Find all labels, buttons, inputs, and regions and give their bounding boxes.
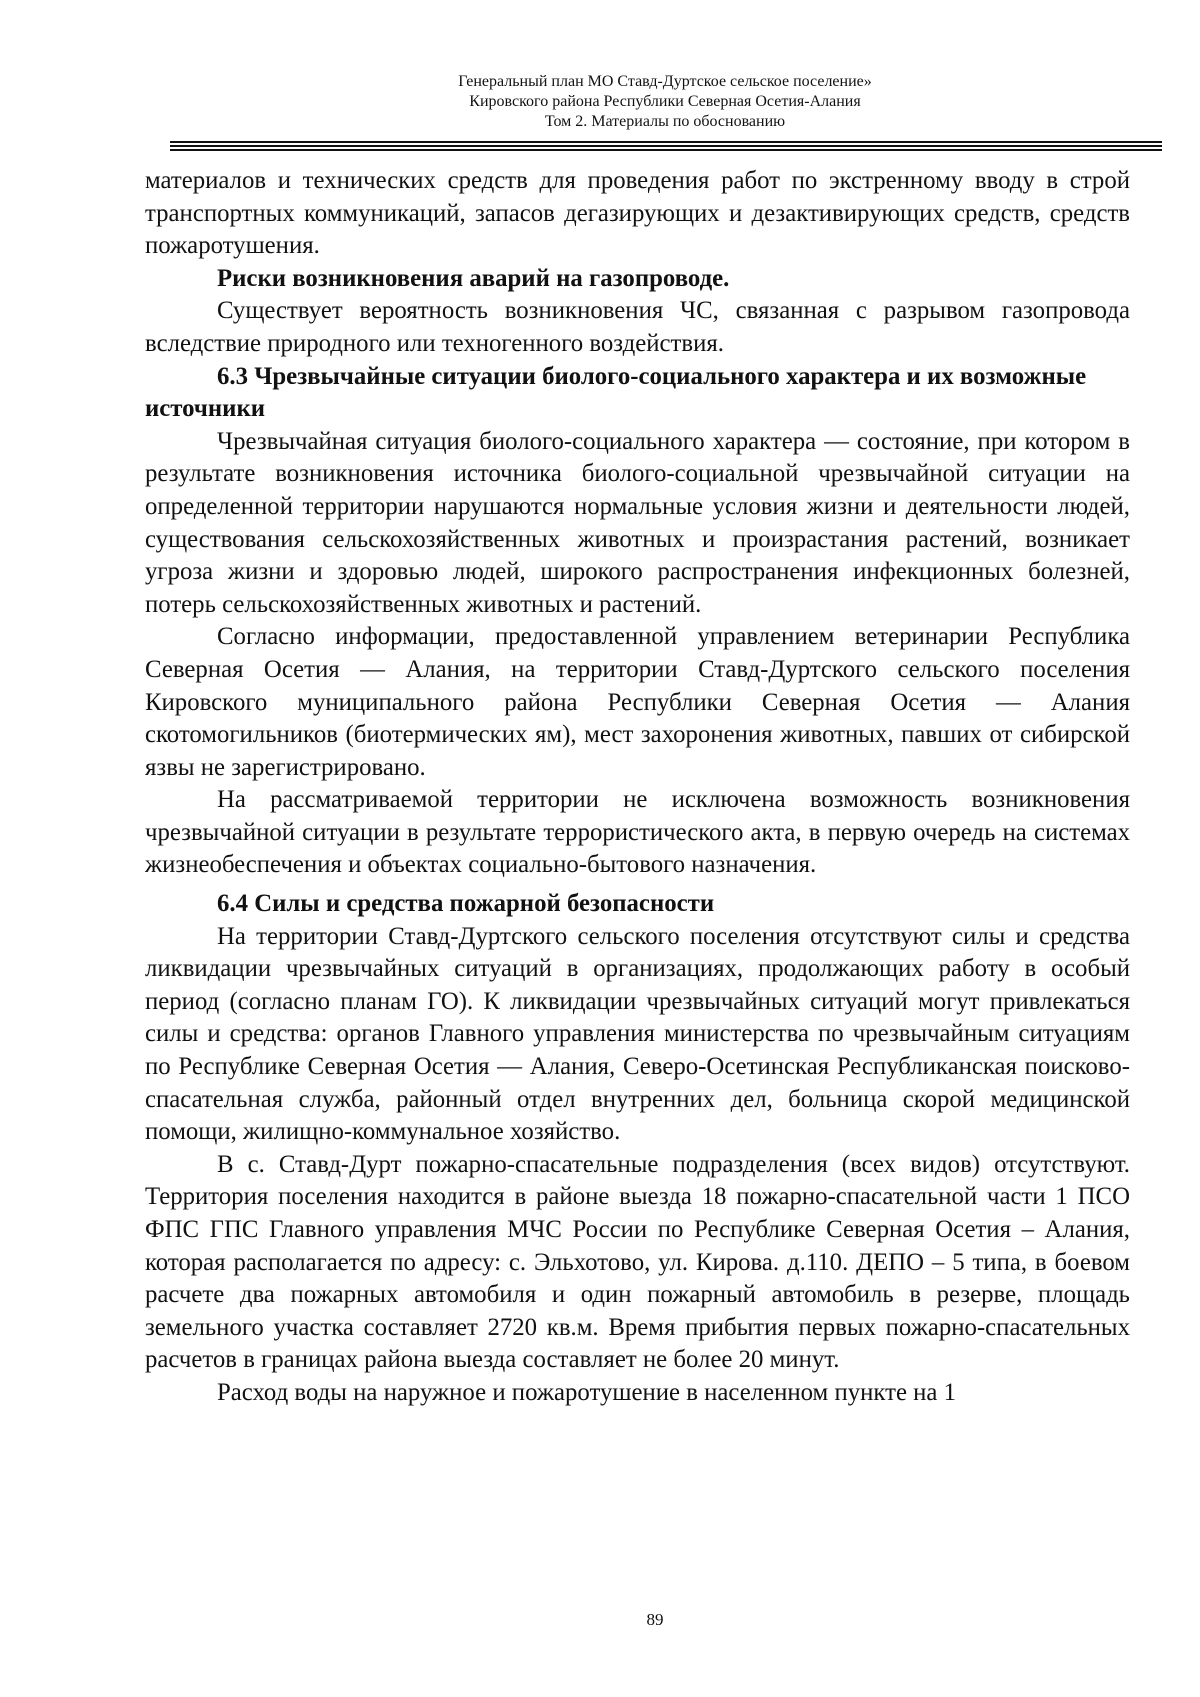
paragraph-water-consumption: Расход воды на наружное и пожаротушение в населенном пункте на 1 [217, 1378, 957, 1406]
body-text [145, 165, 1130, 1410]
header-line-1: Генеральный план МО Ставд-Дуртское сельское поселение» [458, 73, 872, 90]
paragraph-veterinary-info: Согласно информации, предоставленной управлением ветеринарии Республика Северная Осетия — Алания, на территории Ставд-Дуртского сельского поселения Кировского муниципального района Республики Северная Осетия — Алания скотомогильников (биотермических ям), мест захоронения животных, павших от сибирской язвы не зарегистрировано. [145, 623, 1130, 781]
page-number: 89 [646, 1610, 664, 1629]
header-line-3: Том 2. Материалы по обоснованию [544, 113, 786, 130]
running-header [170, 72, 1160, 132]
header-rule-middle [170, 145, 1162, 147]
paragraph-gas-pipeline: Существует вероятность возникновения ЧС, связанная с разрывом газопровода вследствие природного или техногенного воздействия. [145, 297, 1130, 357]
paragraph-terrorism-risk: На рассматриваемой территории не исключена возможность возникновения чрезвычайной ситуации в результате террористического акта, в первую очередь на системах жизнеобеспечения и объектах социально-бытового назначения. [145, 786, 1130, 879]
header-rule-top [170, 141, 1162, 143]
header-line-2: Кировского района Республики Северная Осетия-Алания [469, 93, 861, 110]
paragraph-continuation: материалов и технических средств для проведения работ по экстренному вводу в строй транспортных коммуникаций, запасов дегазирующих и дезактивирующих средств, средств пожаротушения. [145, 167, 1130, 260]
paragraph-emergency-forces: На территории Ставд-Дуртского сельского поселения отсутствуют силы и средства ликвидации чрезвычайных ситуаций в организациях, продолжающих работу в особый период (согласно планам ГО). К ликвидации чрезвычайных ситуаций могут привлекаться силы и средства: органов Главного управления министерства по чрезвычайным ситуациям по Республике Северная Осетия — Алания, Северо-Осетинская Республиканская поисково-спасательная служба, районный отдел внутренних дел, больница скорой медицинской помощи, жилищно-коммунальное хозяйство. [145, 922, 1130, 1146]
paragraph-fire-rescue-units: В с. Ставд-Дурт пожарно-спасательные подразделения (всех видов) отсутствуют. Территория поселения находится в районе выезда 18 пожарно-спасательной части 1 ПСО ФПС ГПС Главного управления МЧС России по Республике Северная Осетия – Алания, которая располагается по адресу: с. Эльхотово, ул. Кирова. д.110. ДЕПО – 5 типа, в боевом расчете два пожарных автомобиля и один пожарный автомобиль в резерве, площадь земельного участка составляет 2720 кв.м. Время прибытия первых пожарно-спасательных расчетов в границах района выезда составляет не более 20 минут. [145, 1150, 1130, 1374]
section-heading-6-4: 6.4 Силы и средства пожарной безопасности [217, 890, 715, 918]
header-rule-bottom [170, 149, 1162, 151]
paragraph-bio-social-definition: Чрезвычайная ситуация биолого-социального характера — состояние, при котором в результате возникновения источника биолого-социальной чрезвычайной ситуации на определенной территории нарушаются нормальные условия жизни и деятельности людей, существования сельскохозяйственных животных и произрастания растений, возникает угроза жизни и здоровью людей, широкого распространения инфекционных болезней, потерь сельскохозяйственных животных и растений. [145, 427, 1130, 618]
section-heading-6-3: 6.3 Чрезвычайные ситуации биолого-социального характера и их возможные источники [145, 362, 1087, 423]
heading-gas-pipeline-risks: Риски возникновения аварий на газопроводе. [217, 264, 730, 292]
